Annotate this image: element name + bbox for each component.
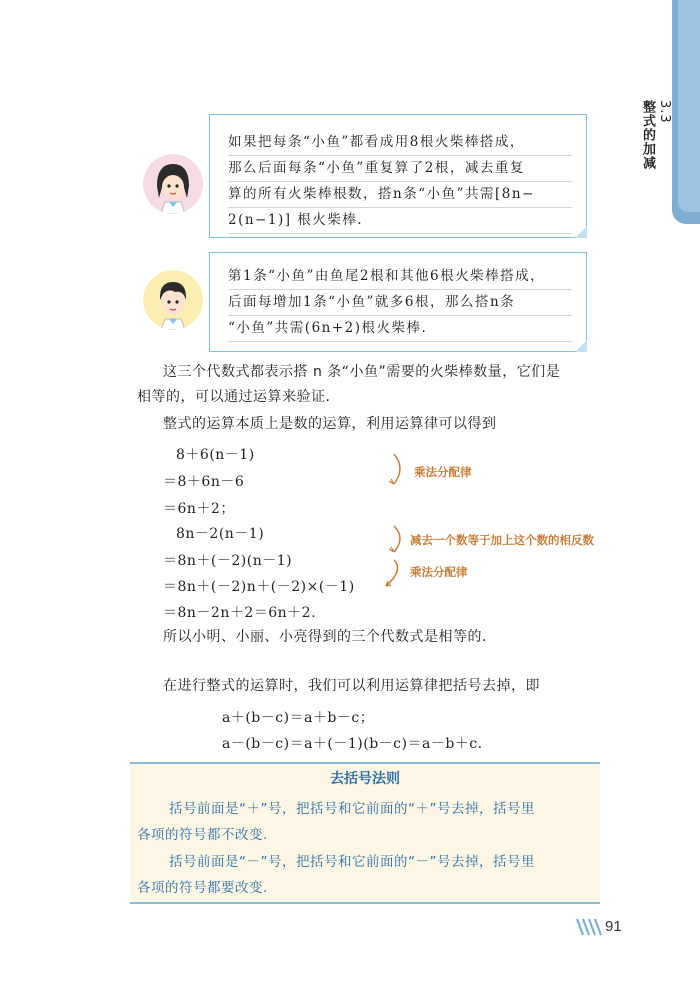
derivation-line-7: ＝8n－2n＋2＝6n＋2. — [163, 605, 317, 621]
bubble-1-line-1: 如果把每条“小鱼”都看成用8根火柴棒搭成， — [228, 129, 572, 156]
derivation-line-3: ＝6n＋2； — [163, 501, 235, 517]
rule-1-line-2: 各项的符号都不改变. — [137, 827, 268, 843]
paragraph-3: 所以小明、小丽、小亮得到的三个代数式是相等的. — [163, 629, 487, 645]
bubble-2-line-3: “小鱼”共需(6n+2)根火柴棒. — [228, 315, 572, 342]
section-title: 整式的加减 — [640, 100, 655, 170]
identity-2: a－(b－c)＝a＋(－1)(b－c)＝a－b＋c. — [222, 736, 483, 752]
bubble-1-fold — [575, 226, 587, 238]
bubble-1-line-3: 算的所有火柴棒根数，搭n条“小鱼”共需[8n− — [228, 181, 572, 208]
rule-1-line-1: 括号前面是“＋”号，把括号和它前面的“＋”号去掉，括号里 — [169, 801, 535, 817]
rule-2-line-1: 括号前面是“－”号，把括号和它前面的“－”号去掉，括号里 — [169, 854, 535, 870]
derivation-line-5: ＝8n＋(－2)(n－1) — [163, 553, 293, 569]
bubble-2-fold — [575, 340, 587, 352]
section-label — [640, 100, 672, 170]
boy-avatar-icon — [143, 270, 203, 330]
paragraph-2: 整式的运算本质上是数的运算，利用运算律可以得到 — [163, 416, 497, 432]
annotation-distributive-2: 乘法分配律 — [410, 565, 468, 579]
bubble-2-line-1: 第1条“小鱼”由鱼尾2根和其他6根火柴棒搭成， — [228, 263, 572, 290]
side-tab-inner — [678, 0, 700, 212]
annotation-brackets — [380, 450, 410, 600]
identity-1: a＋(b－c)＝a＋b－c； — [222, 710, 375, 726]
speech-bubble-1 — [209, 114, 587, 238]
bubble-2-line-2: 后面每增加1条“小鱼”就多6根，那么搭n条 — [228, 289, 572, 316]
paragraph-1-line-1: 这三个代数式都表示搭 n 条“小鱼”需要的火柴棒数量，它们是 — [163, 364, 561, 380]
page-number: 91 — [605, 918, 622, 935]
bubble-1-line-4: 2(n−1)] 根火柴棒. — [228, 207, 572, 234]
derivation-line-4: 8n－2(n－1) — [176, 526, 265, 542]
paragraph-4: 在进行整式的运算时，我们可以利用运算律把括号去掉，即 — [163, 678, 540, 694]
rule-box-title: 去括号法则 — [330, 771, 400, 787]
paragraph-1-line-2: 相等的，可以通过运算来验证. — [137, 389, 331, 405]
bubble-1-line-2: 那么后面每条“小鱼”重复算了2根，减去重复 — [228, 155, 572, 182]
speech-bubble-2 — [209, 252, 587, 352]
girl-avatar-icon — [143, 154, 203, 214]
annotation-subtract-opposite: 减去一个数等于加上这个数的相反数 — [410, 533, 594, 547]
derivation-line-2: ＝8＋6n－6 — [163, 474, 245, 490]
page-stripes-icon — [575, 918, 603, 936]
annotation-distributive-1: 乘法分配律 — [414, 465, 472, 479]
derivation-line-6: ＝8n＋(－2)n＋(－2)×(－1) — [163, 579, 355, 595]
section-number: 3.3 — [657, 100, 672, 124]
rule-2-line-2: 各项的符号都要改变. — [137, 880, 268, 896]
derivation-line-1: 8＋6(n－1) — [176, 447, 255, 463]
